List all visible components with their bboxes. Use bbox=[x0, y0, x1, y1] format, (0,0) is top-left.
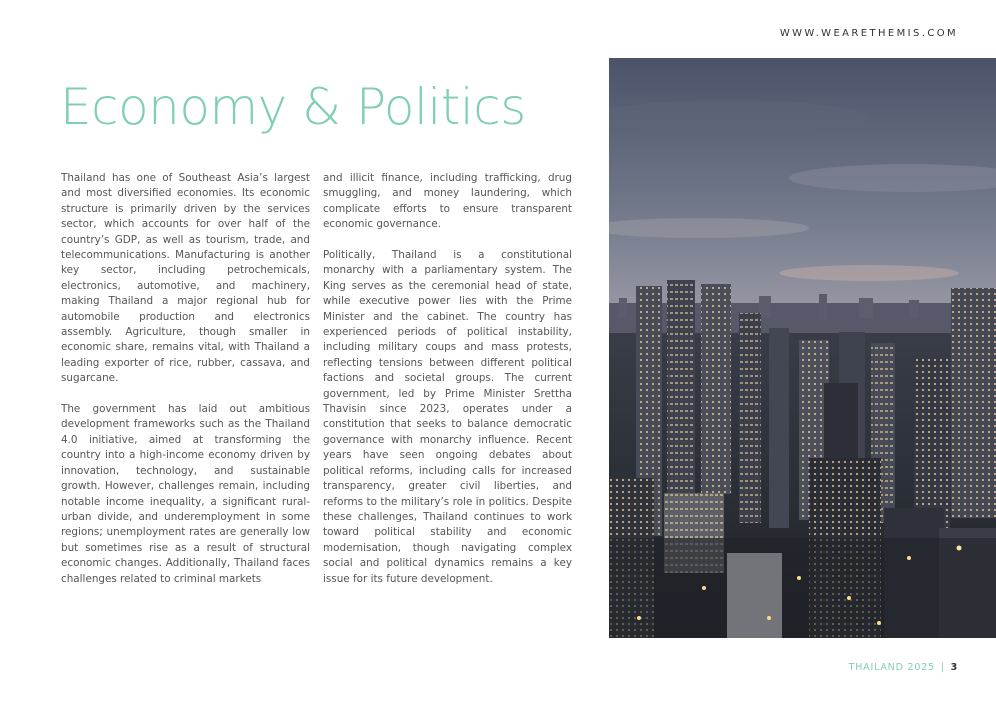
footer-separator: | bbox=[940, 662, 945, 673]
page-title: Economy & Politics bbox=[60, 78, 526, 136]
text-column-right bbox=[323, 171, 572, 602]
footer-label: THAILAND 2025 bbox=[848, 662, 935, 673]
paragraph: The government has laid out ambitious development frameworks such as the Thailand 4.0 initiative, aimed at transforming the country into a high-income economy driven by innovation, technology, and sustainable growth. However, challenges remain, including notable income inequality, a significant rural-urban divide, and underemployment in some regions; unemployment rates are generally low but sometimes rise as a result of structural economic changes. Additionally, Thailand faces challenges related to criminal markets bbox=[61, 403, 310, 585]
paragraph: Politically, Thailand is a constitutional monarchy with a parliamentary system. The King serves as the ceremonial head of state, while executive power lies with the Prime Minister and the cabinet. The country has experienced periods of political instability, including military coups and mass protests, reflecting tensions between different political factions and societal groups. The current government, led by Prime Minister Srettha Thavisin since 2023, operates under a constitution that seeks to balance democratic governance with monarchy influence. Recent years have seen ongoing debates about political reforms, including calls for increased transparency, greater civil liberties, and reforms to the military’s role in politics. Despite these challenges, Thailand continues to work toward political stability and economic modernisation, though navigating complex social and political dynamics remains a key issue for its future development. bbox=[323, 249, 572, 585]
paragraph: Thailand has one of Southeast Asia’s largest and most diversified economies. Its economic structure is primarily driven by the services sector, which accounts for over half of the country’s GDP, as well as tourism, trade, and telecommunications. Manufacturing is another key sector, including petrochemicals, electronics, automotive, and machinery, making Thailand a major regional hub for automobile production and electronics assembly. Agriculture, though smaller in economic share, remains vital, with Thailand a leading exporter of rice, rubber, cassava, and sugarcane. bbox=[61, 172, 310, 385]
page-number: 3 bbox=[950, 662, 958, 673]
bangkok-skyline-photo bbox=[609, 58, 996, 638]
page-footer bbox=[849, 662, 958, 673]
site-url[interactable]: WWW.WEARETHEMIS.COM bbox=[779, 28, 958, 39]
paragraph: and illicit finance, including trafficking, drug smuggling, and money laundering, which complicate efforts to ensure transparent economic governance. bbox=[323, 172, 572, 231]
text-column-left bbox=[61, 171, 310, 602]
